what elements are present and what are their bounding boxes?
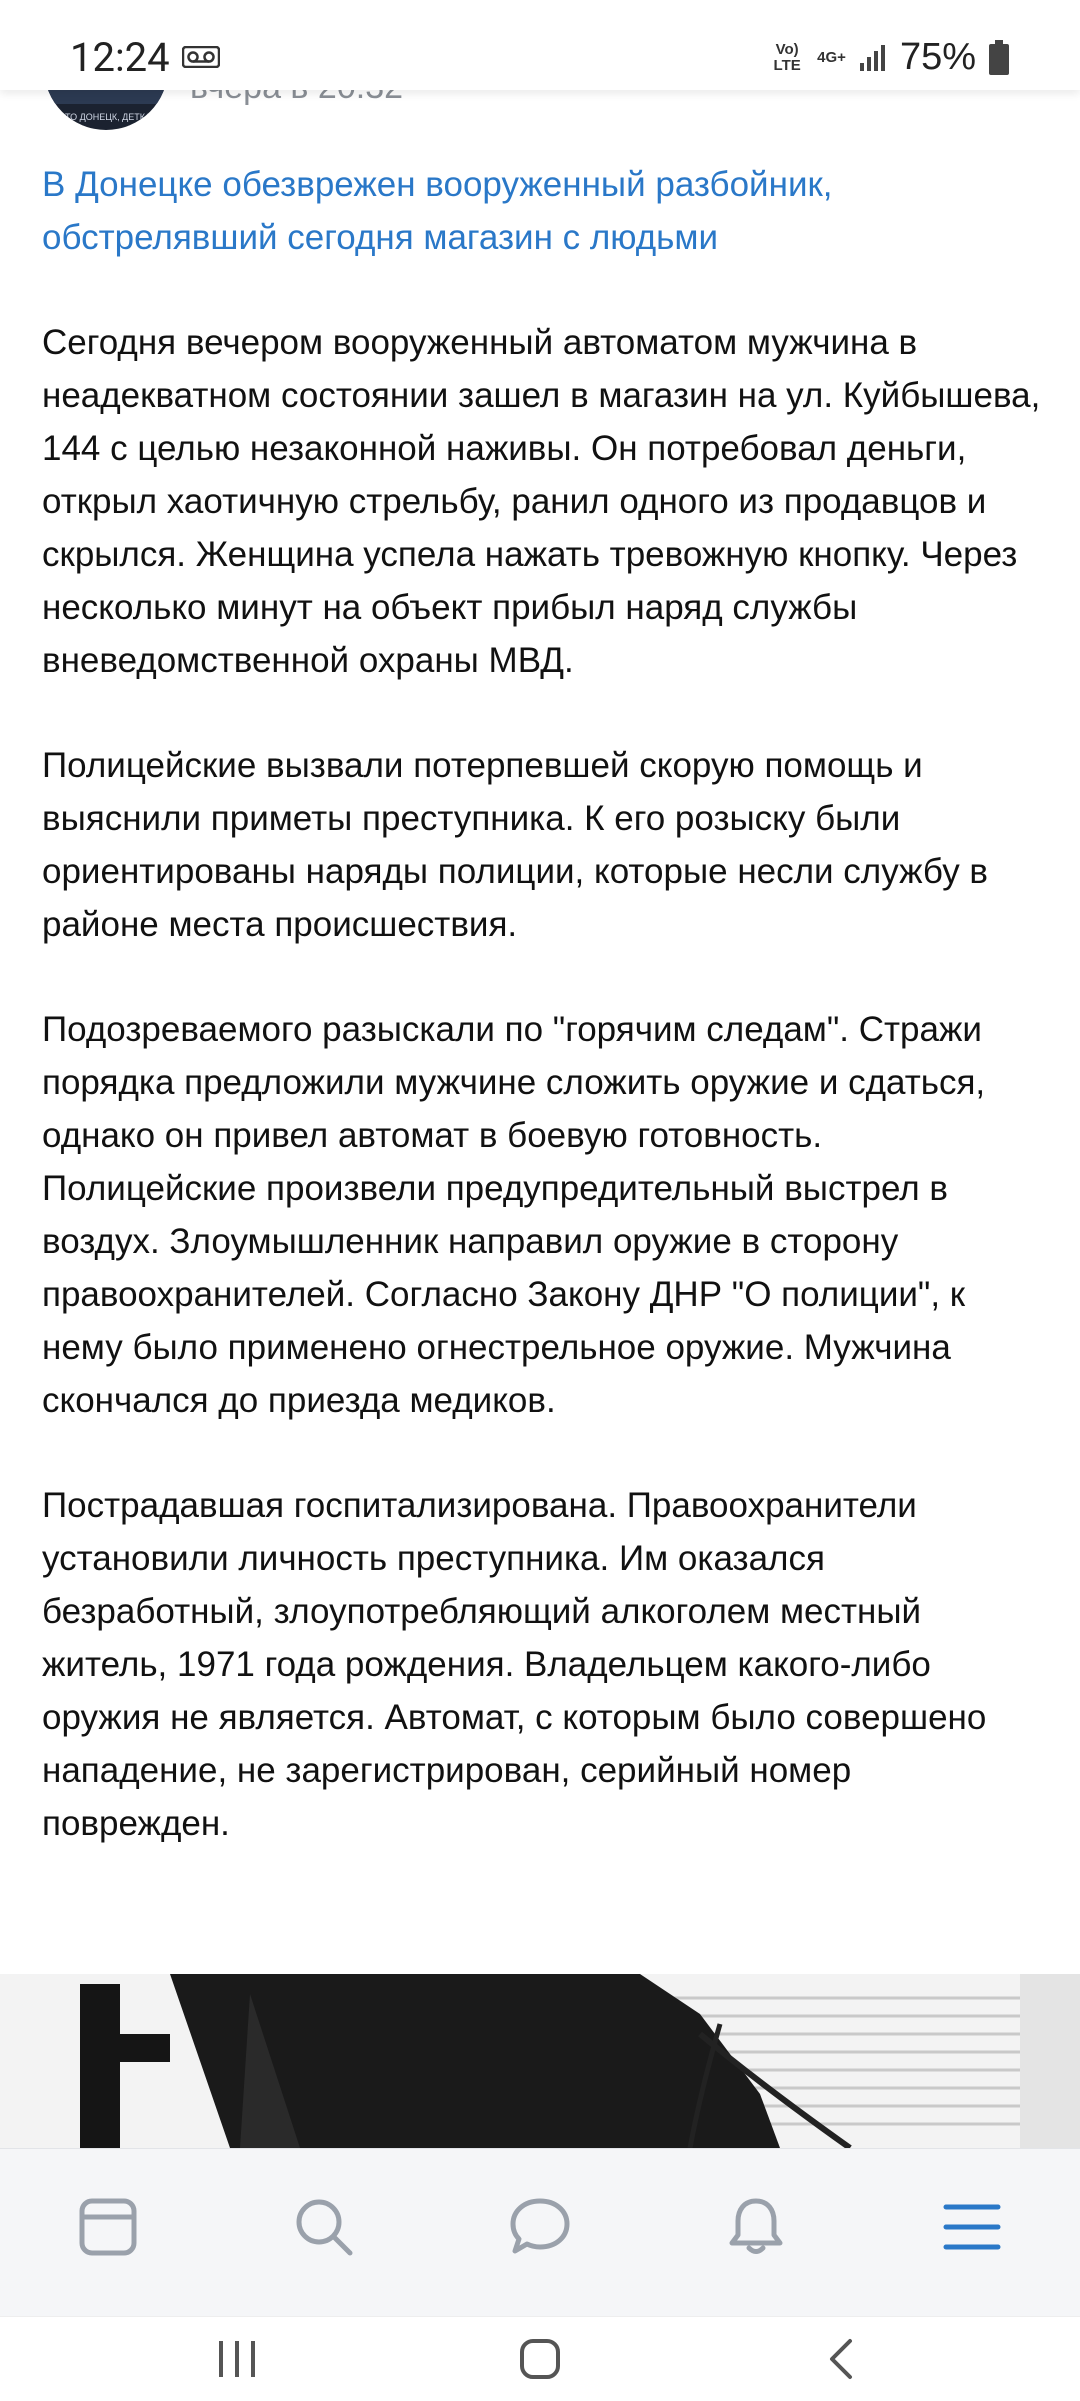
post-headline[interactable]: В Донецке обезврежен вооруженный разбойник, обстрелявший сегодня магазин с людьми	[42, 165, 833, 257]
menu-icon	[936, 2191, 1008, 2263]
status-right	[769, 36, 1010, 79]
status-bar	[0, 0, 1080, 90]
battery-percent: 75%	[899, 36, 976, 78]
notifications-bell-icon	[720, 2191, 792, 2263]
post-paragraph: Сегодня вечером вооруженный автоматом мужчина в неадекватном состоянии зашел в магазин на ул. Куйбышева, 144 с целью незаконной наживы. Он потребовал деньги, открыл хаотичную стрельбу, ранил одного из продавцов и скрылся. Женщина успела нажать тревожную кнопку. Через несколько минут на объект прибыл наряд службы вневедомственной охраны МВД.	[42, 323, 1041, 680]
status-time: 12:24	[70, 34, 170, 81]
post-paragraph: Пострадавшая госпитализирована. Правоохранители установили личность преступника. Им оказался безработный, злоупотребляющий алкоголем местный житель, 1971 года рождения. Владельцем какого-либо оружия не является. Автомат, с которым было совершено нападение, не зарегистрирован, серийный номер поврежден.	[42, 1486, 987, 1843]
news-feed-icon	[72, 2191, 144, 2263]
nav-menu[interactable]	[936, 2191, 1008, 2263]
voicemail-icon	[182, 46, 220, 68]
back-button[interactable]	[812, 2333, 872, 2385]
signal-icon	[858, 43, 888, 73]
system-navigation-bar	[0, 2316, 1080, 2401]
nav-messages[interactable]	[504, 2191, 576, 2263]
nav-notifications[interactable]	[720, 2191, 792, 2263]
home-icon	[510, 2333, 570, 2385]
post-paragraph: Подозреваемого разыскали по "горячим следам". Стражи порядка предложили мужчине сложить оружие и сдаться, однако он привел автомат в боевую готовность. Полицейские произвели предупредительный выстрел в воздух. Злоумышленник направил оружие в сторону правоохранителей. Согласно Закону ДНР "О полиции", к нему было применено огнестрельное оружие. Мужчина скончался до приезда медиков.	[42, 1010, 986, 1420]
post-paragraph: Полицейские вызвали потерпевшей скорую помощь и выяснили приметы преступника. К его розыску были ориентированы наряды полиции, которые несли службу в районе места происшествия.	[42, 746, 989, 944]
network-type: 4G+	[817, 48, 846, 66]
volte-indicator: Vo) LTE	[773, 40, 801, 74]
post-content	[42, 158, 1042, 1850]
battery-icon	[988, 40, 1010, 76]
home-button[interactable]	[510, 2333, 570, 2385]
bottom-navigation	[0, 2148, 1080, 2317]
search-icon	[288, 2191, 360, 2263]
nav-news[interactable]	[72, 2191, 144, 2263]
avatar-caption: ЭТО ДОНЕЦК, ДЕТКА!	[58, 112, 154, 122]
recent-apps-button[interactable]	[207, 2333, 267, 2385]
messages-icon	[504, 2191, 576, 2263]
recent-apps-icon	[207, 2333, 267, 2385]
post-photo[interactable]	[0, 1974, 1080, 2148]
photo-illustration	[0, 1974, 1080, 2148]
nav-search[interactable]	[288, 2191, 360, 2263]
back-icon	[812, 2333, 872, 2385]
